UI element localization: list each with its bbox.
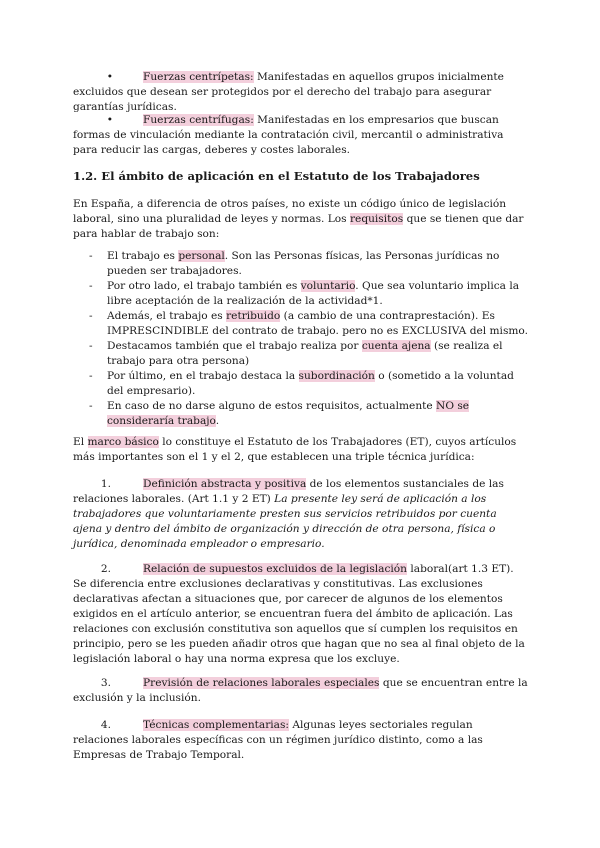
bullet-text: Manifestadas en los empresarios que buscan formas de vinculación mediante la contratación civil, mercantil o administrativa para reducir las cargas, deberes y costes laborales.: [73, 114, 504, 156]
bullet-marker: •: [106, 71, 113, 83]
list-item: - Por último, en el trabajo destaca la subordinación o (sometido a la voluntad del empresario).: [73, 369, 528, 399]
section-heading: 1.2. El ámbito de aplicación en el Estatuto de los Trabajadores: [73, 169, 480, 183]
highlight-term: Relación de supuestos excluidos de la legislación: [143, 563, 407, 575]
list-number: 4.: [100, 719, 111, 731]
technique-paragraph-4: 4. Técnicas complementarias: Algunas leyes sectoriales regulan relaciones laborales específicas con un régimen jurídico distinto, como a las Empresas de Trabajo Temporal.: [73, 719, 483, 761]
highlight-term: voluntario: [300, 280, 356, 292]
highlight-term: Previsión de relaciones laborales especiales: [143, 677, 380, 689]
highlight-term: Técnicas complementarias:: [143, 719, 289, 731]
list-item: - Destacamos también que el trabajo realiza por cuenta ajena (se realiza el trabajo para otra persona): [73, 339, 528, 369]
highlight-term: subordinación: [298, 370, 375, 382]
highlight-term: marco básico: [87, 436, 159, 448]
highlight-term: retribuido: [226, 310, 281, 322]
list-item: - El trabajo es personal. Son las Personas físicas, las Personas jurídicas no pueden ser trabajadores.: [73, 249, 528, 279]
bullet-paragraph-centripetas: [73, 70, 528, 115]
requirements-list: [73, 249, 528, 429]
intro-text: que se tienen que dar para hablar de trabajo son:: [73, 213, 524, 240]
technique-paragraph-1: 1. Definición abstracta y positiva de los elementos sustanciales de las relaciones laborales. (Art 1.1 y 2 ET) La presente ley será de aplicación a los trabajadores que voluntariamente presten sus servicios retribuidos por cuenta ajena y dentro del ámbito de organización y dirección de otra persona, física o jurídica, denominada empleador o empresario.: [73, 478, 504, 550]
bullet-text: Manifestadas en aquellos grupos inicialmente excluidos que desean ser protegidos por el derecho del trabajo para asegurar garantías jurídicas.: [73, 71, 504, 113]
quoted-article-text: La presente ley será de aplicación a los trabajadores que voluntariamente presten sus servicios retribuidos por cuenta ajena y dentro del ámbito de organización y dirección de otra persona, física o jurídica, denominada empleador o empresario.: [73, 493, 497, 550]
framework-paragraph: El marco básico lo constituye el Estatuto de los Trabajadores (ET), cuyos artículos más importantes son el 1 y el 2, que establecen una triple técnica jurídica:: [73, 436, 517, 463]
list-number: 1.: [100, 478, 111, 490]
intro-text: En España, a diferencia de otros países, no existe un código único de legislación laboral, sino una pluralidad de leyes y normas. Los: [73, 198, 507, 225]
list-item: - Además, el trabajo es retribuido (a cambio de una contraprestación). Es IMPRESCINDIBLE del contrato de trabajo. pero no es EXCLUSIVA del mismo.: [73, 309, 528, 339]
bullet-paragraph-centrifugas: [73, 113, 528, 158]
technique-paragraph-2: 2. Relación de supuestos excluidos de la legislación laboral(art 1.3 ET). Se diferencia entre exclusiones declarativas y constitutivas. Las exclusiones declarativas afectan a situaciones que, por carecer de algunos de los elementos exigidos en el artículo anterior, se encuentran fuera del ámbito de aplicación. Las relaciones con exclusión constitutiva son aquellos que sí cumplen los requisitos en principio, pero se les pueden añadir otros que hagan que no sea al final objeto de la legislación laboral o hay una norma expresa que los excluye.: [73, 563, 525, 665]
highlight-term: personal: [178, 250, 225, 262]
highlight-term: Fuerzas centrífugas:: [143, 114, 254, 126]
intro-paragraph: [73, 197, 528, 242]
list-item: - Por otro lado, el trabajo también es voluntario. Que sea voluntario implica la libre aceptación de la realización de la actividad*1.: [73, 279, 528, 309]
highlight-term: requisitos: [349, 213, 404, 225]
list-item: - En caso de no darse alguno de estos requisitos, actualmente NO se consideraría trabajo.: [73, 399, 528, 429]
highlight-term: NO se consideraría trabajo: [107, 400, 470, 427]
technique-paragraph-3: 3. Previsión de relaciones laborales especiales que se encuentran entre la exclusión y la inclusión.: [73, 677, 528, 704]
list-number: 2.: [100, 563, 111, 575]
bullet-marker: •: [106, 114, 113, 126]
list-number: 3.: [100, 677, 111, 689]
highlight-term: Definición abstracta y positiva: [143, 478, 307, 490]
highlight-term: cuenta ajena: [361, 340, 431, 352]
highlight-term: Fuerzas centrípetas:: [143, 71, 254, 83]
